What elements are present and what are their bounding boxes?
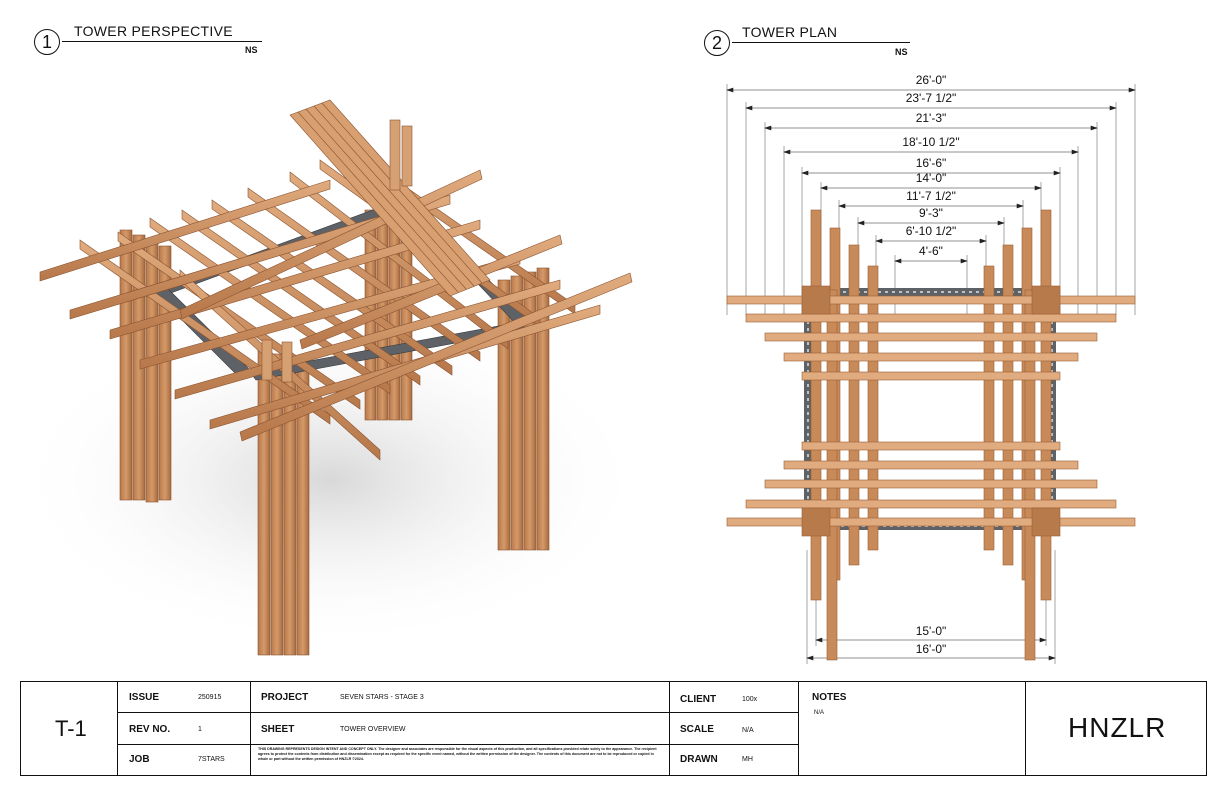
dimension-arrow [1091,126,1097,130]
plan-beam [765,333,1097,341]
plan-beam [784,353,1078,361]
view-number-callout [704,30,730,56]
view-scale: NS [245,45,258,55]
dimension-arrow [895,259,901,263]
plan-corner-post [1032,508,1060,536]
plan-corner-post [802,286,830,314]
tower-perspective-render [0,60,660,670]
dimension-arrow [816,638,822,642]
plan-corner-post [802,508,830,536]
plan-beam [784,461,1078,469]
dimension-label: 6'-10 1/2" [905,224,957,238]
dimension-label: 15'-0" [915,624,947,638]
plan-post [1003,245,1013,565]
project-label: PROJECT [261,692,309,703]
plan-members [727,210,1135,660]
dimension-lines [727,73,1135,664]
dimension-label: 16'-0" [915,642,947,656]
dimension-arrow [1054,171,1060,175]
dimension-label: 4'-6" [919,244,943,258]
view-scale: NS [895,47,908,57]
dimension-arrow [765,126,771,130]
plan-beam [746,500,1116,508]
view-title: TOWER PLAN [742,24,838,40]
dimension-label: 21'-3" [915,111,947,125]
dimension-arrow [1049,656,1055,660]
disclaimer-text: THIS DRAWING REPRESENTS DESIGN INTENT AND CONCEPT ONLY. The designer and associates are responsible for the visual aspects of this production, and all specifications provided relate solely to the appearance. The recipient agrees to protect the contents from distribution and dissemination except as required for the specific event named, without the written permission of the designer. The contents of this document are not to be reproduced or copied in whole or part without the written permission of HNZLR ©2024. [258,747,657,761]
job-value: 7STARS [198,756,225,763]
plan-beam [802,372,1060,380]
dimension-label: 11'-7 1/2" [906,189,956,203]
view-number: 1 [41,31,52,52]
issue-label: ISSUE [129,692,160,703]
plan-beam [727,296,1135,304]
plan-beam [765,480,1097,488]
notes-label: NOTES [812,692,847,703]
title-underline [62,41,262,42]
dimension-arrow [876,239,882,243]
notes-value: N/A [814,710,825,716]
client-value: 100x [742,696,758,703]
view-number: 2 [711,32,722,53]
plan-beam [802,442,1060,450]
plan-post [849,245,859,565]
sheet-label: SHEET [261,724,295,735]
dimension-arrow [839,204,845,208]
plan-beam [746,314,1116,322]
drawn-label: DRAWN [680,754,718,765]
dimension-arrow [961,259,967,263]
steel-frame-holes [808,292,1052,526]
dimension-arrow [1017,204,1023,208]
dimension-arrow [727,88,733,92]
rev-value: 1 [198,726,202,733]
dimension-arrow [746,106,752,110]
dimension-label: 9'-3" [919,206,943,220]
sheet-number: T-1 [55,716,87,741]
dimension-arrow [807,656,813,660]
dimension-arrow [1040,638,1046,642]
dimension-arrow [980,239,986,243]
plan-post [827,290,837,660]
dimension-arrow [821,186,827,190]
dimension-label: 14'-0" [915,171,947,185]
rev-label: REV NO. [129,724,171,735]
plan-post [811,210,821,600]
dimension-label: 23'-7 1/2" [905,91,957,105]
dimension-label: 16'-6" [915,156,947,170]
plan-post [1041,210,1051,600]
job-label: JOB [129,754,150,765]
company-logo: HNZLR [1068,712,1167,743]
project-value: SEVEN STARS - STAGE 3 [340,694,424,701]
dimension-label: 26'-0" [915,73,947,87]
dimension-arrow [1110,106,1116,110]
dimension-arrow [1072,150,1078,154]
dimension-arrow [1035,186,1041,190]
plan-beam [727,518,1135,526]
client-label: CLIENT [680,694,717,705]
scale-value: N/A [742,727,754,734]
plan-post [1025,290,1035,660]
sheet-value: TOWER OVERVIEW [340,726,406,733]
tower-plan-drawing [700,60,1170,670]
dimension-arrow [1129,88,1135,92]
title-underline [732,42,910,43]
plan-corner-post [1032,286,1060,314]
dimension-arrow [998,221,1004,225]
dimension-arrow [802,171,808,175]
dimension-label: 18'-10 1/2" [902,135,960,149]
dimension-arrow [858,221,864,225]
view-title: TOWER PERSPECTIVE [74,23,233,39]
steel-frame [808,292,1052,526]
view-number-callout [34,29,60,55]
issue-value: 250915 [198,694,222,701]
dimension-arrow [784,150,790,154]
drawn-value: MH [742,756,753,763]
scale-label: SCALE [680,724,714,735]
